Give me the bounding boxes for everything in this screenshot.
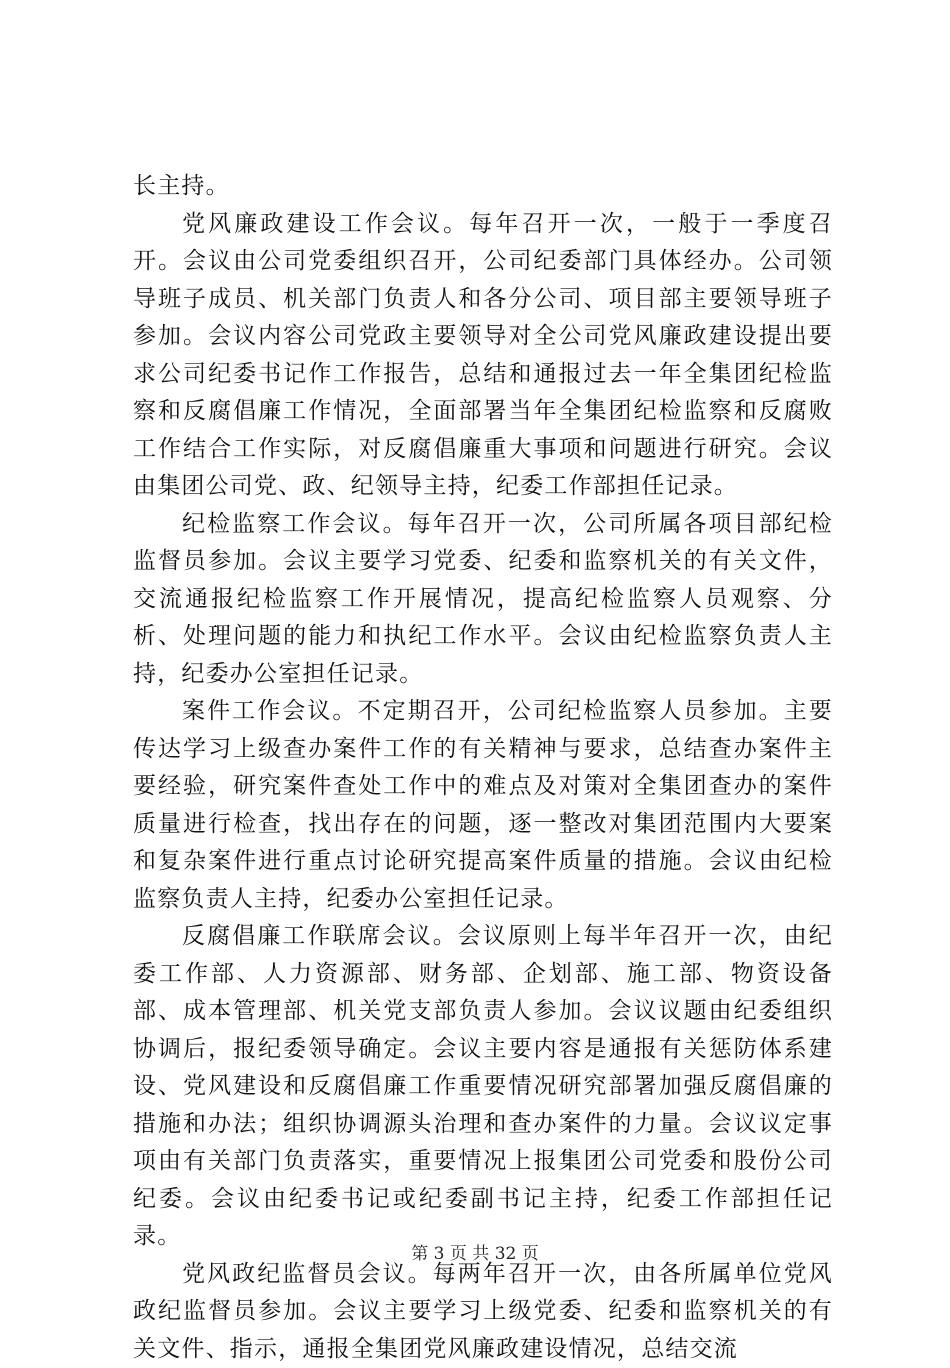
- document-body: [133, 168, 833, 1368]
- paragraph-supervisor-meeting: 党风政纪监督员会议。每两年召开一次，由各所属单位党风政纪监督员参加。会议主要学习上级党委、纪委和监察机关的有关文件、指示，通报全集团党风廉政建设情况，总结交流: [133, 1256, 833, 1368]
- paragraph-anti-corruption-joint-meeting: 反腐倡廉工作联席会议。会议原则上每半年召开一次，由纪委工作部、人力资源部、财务部、企划部、施工部、物资设备部、成本管理部、机关党支部负责人参加。会议议题由纪委组织协调后，报纪委领导确定。会议主要内容是通报有关惩防体系建设、党风建设和反腐倡廉工作重要情况研究部署加强反腐倡廉的措施和办法；组织协调源头治理和查办案件的力量。会议议定事项由有关部门负责落实，重要情况上报集团公司党委和股份公司纪委。会议由纪委书记或纪委副书记主持，纪委工作部担任记录。: [133, 918, 833, 1256]
- paragraph-party-conduct-meeting: 党风廉政建设工作会议。每年召开一次，一般于一季度召开。会议由公司党委组织召开，公司纪委部门具体经办。公司领导班子成员、机关部门负责人和各分公司、项目部主要领导班子参加。会议内容公司党政主要领导对全公司党风廉政建设提出要求公司纪委书记作工作报告，总结和通报过去一年全集团纪检监察和反腐倡廉工作情况，全面部署当年全集团纪检监察和反腐败工作结合工作实际，对反腐倡廉重大事项和问题进行研究。会议由集团公司党、政、纪领导主持，纪委工作部担任记录。: [133, 206, 833, 506]
- paragraph-discipline-inspection-meeting: 纪检监察工作会议。每年召开一次，公司所属各项目部纪检监督员参加。会议主要学习党委、纪委和监察机关的有关文件，交流通报纪检监察工作开展情况，提高纪检监察人员观察、分析、处理问题的能力和执纪工作水平。会议由纪检监察负责人主持，纪委办公室担任记录。: [133, 506, 833, 694]
- page-number-footer: 第 3 页 共 32 页: [0, 1244, 950, 1264]
- paragraph-case-work-meeting: 案件工作会议。不定期召开，公司纪检监察人员参加。主要传达学习上级查办案件工作的有关精神与要求，总结查办案件主要经验，研究案件查处工作中的难点及对策对全集团查办的案件质量进行检查，找出存在的问题，逐一整改对集团范围内大要案和复杂案件进行重点讨论研究提高案件质量的措施。会议由纪检监察负责人主持，纪委办公室担任记录。: [133, 693, 833, 918]
- paragraph-continuation: 长主持。: [133, 168, 833, 206]
